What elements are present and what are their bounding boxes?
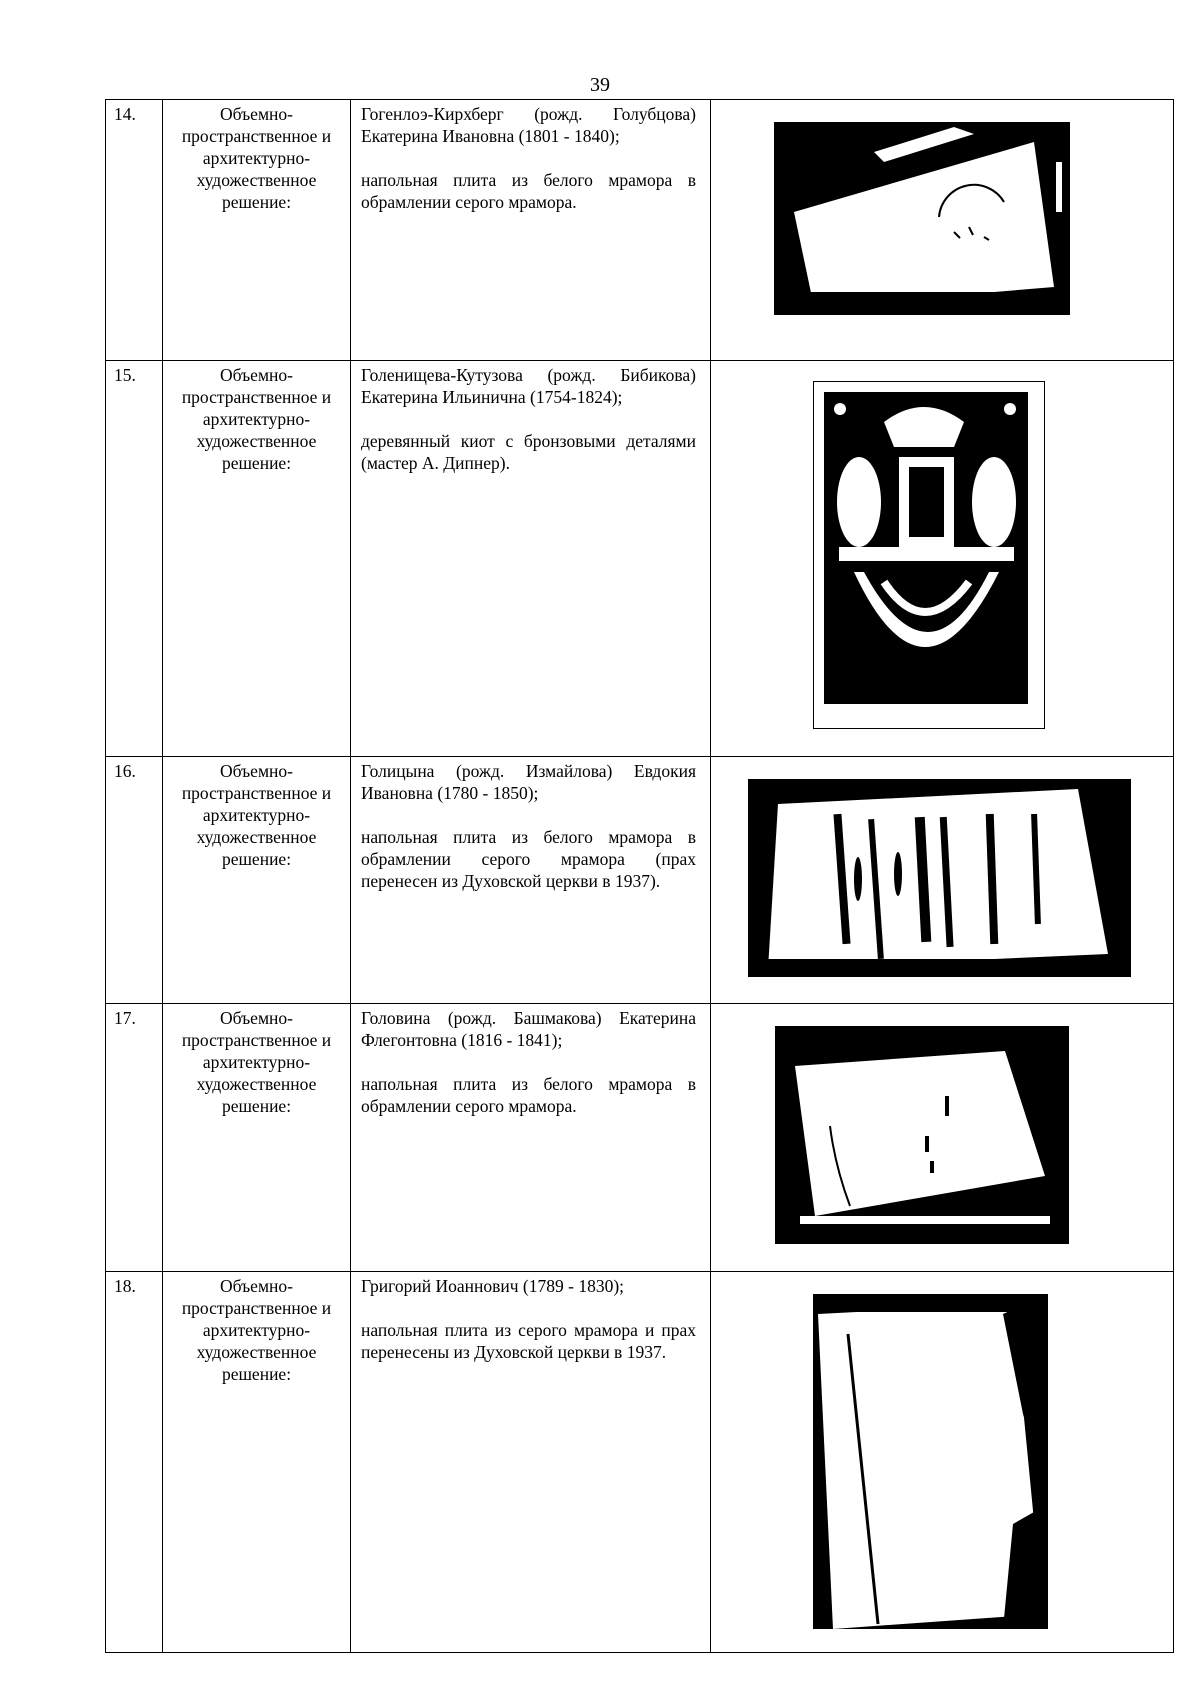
protection-subject-type: Объемно-пространственное и архитектурно-художественное решение: bbox=[163, 100, 351, 361]
monument-description: напольная плита из серого мрамора и прах перенесены из Духовской церкви в 1937. bbox=[361, 1320, 696, 1362]
photo-floor-slab bbox=[774, 122, 1070, 315]
table-row bbox=[106, 361, 1174, 757]
photo-cell bbox=[711, 100, 1174, 361]
monument-description: напольная плита из белого мрамора в обрамлении серого мрамора (прах перенесен из Духовской церкви в 1937). bbox=[361, 827, 696, 891]
burial-name: Головина (рожд. Башмакова) Екатерина Флегонтовна (1816 - 1841); bbox=[361, 1008, 696, 1050]
photo-cell bbox=[711, 1004, 1174, 1272]
photo-wooden-kiot bbox=[813, 381, 1045, 729]
object-description bbox=[351, 1004, 711, 1272]
photo-cell bbox=[711, 361, 1174, 757]
photo-cell bbox=[711, 757, 1174, 1004]
monument-description: деревянный киот с бронзовыми деталями (мастер А. Дипнер). bbox=[361, 431, 696, 473]
row-number: 17. bbox=[106, 1004, 163, 1272]
photo-floor-slab-inscription bbox=[748, 779, 1131, 977]
monument-description: напольная плита из белого мрамора в обрамлении серого мрамора. bbox=[361, 1074, 696, 1116]
row-number: 16. bbox=[106, 757, 163, 1004]
object-description bbox=[351, 361, 711, 757]
row-number: 18. bbox=[106, 1272, 163, 1653]
table-row bbox=[106, 1272, 1174, 1653]
burial-name: Голенищева-Кутузова (рожд. Бибикова) Екатерина Ильинична (1754-1824); bbox=[361, 365, 696, 407]
table-row bbox=[106, 757, 1174, 1004]
burial-name: Голицына (рожд. Измайлова) Евдокия Ивановна (1780 - 1850); bbox=[361, 761, 696, 803]
page-number: 39 bbox=[590, 74, 610, 96]
row-number: 14. bbox=[106, 100, 163, 361]
object-description bbox=[351, 757, 711, 1004]
protection-subject-type: Объемно-пространственное и архитектурно-художественное решение: bbox=[163, 1272, 351, 1653]
monument-description: напольная плита из белого мрамора в обрамлении серого мрамора. bbox=[361, 170, 696, 212]
protection-subject-type: Объемно-пространственное и архитектурно-художественное решение: bbox=[163, 361, 351, 757]
table-row bbox=[106, 1004, 1174, 1272]
object-description bbox=[351, 1272, 711, 1653]
burial-name: Гогенлоэ-Кирхберг (рожд. Голубцова) Екатерина Ивановна (1801 - 1840); bbox=[361, 104, 696, 146]
registry-table bbox=[105, 99, 1174, 1653]
burial-name: Григорий Иоаннович (1789 - 1830); bbox=[361, 1276, 625, 1296]
row-number: 15. bbox=[106, 361, 163, 757]
photo-grey-slab bbox=[813, 1294, 1048, 1629]
protection-subject-type: Объемно-пространственное и архитектурно-художественное решение: bbox=[163, 757, 351, 1004]
photo-cell bbox=[711, 1272, 1174, 1653]
photo-floor-slab-worn bbox=[775, 1026, 1069, 1244]
table-row bbox=[106, 100, 1174, 361]
protection-subject-type: Объемно-пространственное и архитектурно-художественное решение: bbox=[163, 1004, 351, 1272]
object-description bbox=[351, 100, 711, 361]
